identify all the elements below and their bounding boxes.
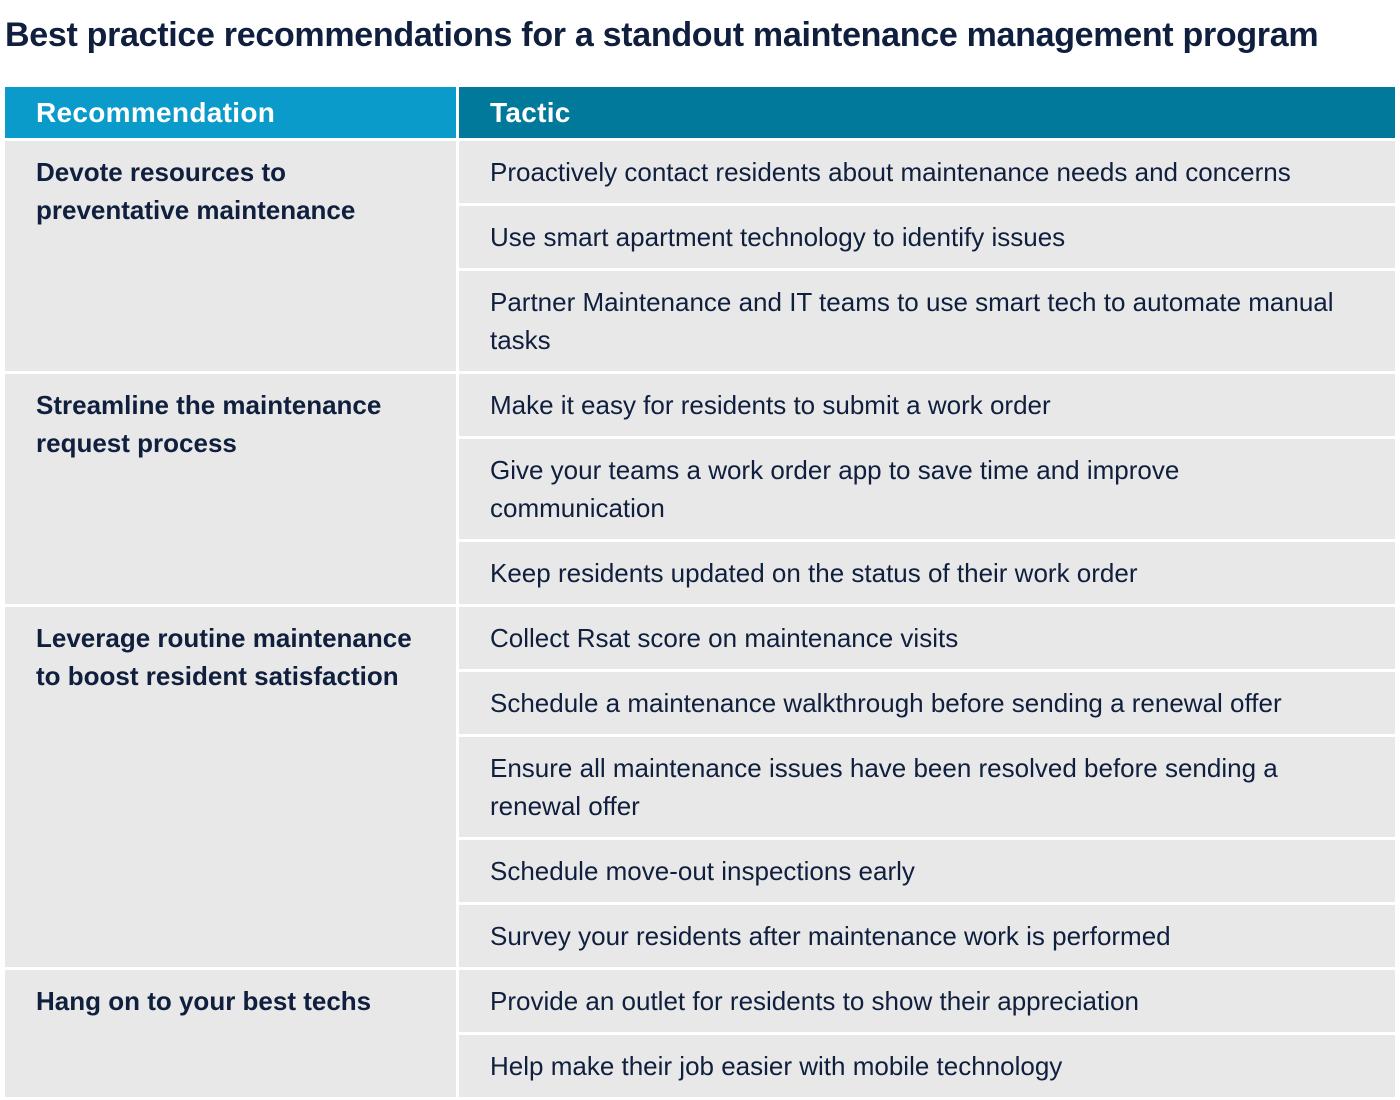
recommendation-cell: Leverage routine maintenance to boost resident satisfaction <box>5 607 456 967</box>
tactic-cell: Help make their job easier with mobile technology <box>459 1035 1395 1097</box>
table-row-group <box>5 607 1395 967</box>
tactic-cell: Survey your residents after maintenance work is performed <box>459 905 1395 967</box>
tactic-cell: Schedule move-out inspections early <box>459 840 1395 902</box>
tactic-cell: Use smart apartment technology to identify issues <box>459 206 1395 268</box>
tactic-cell: Provide an outlet for residents to show their appreciation <box>459 970 1395 1032</box>
tactic-cell: Make it easy for residents to submit a work order <box>459 374 1395 436</box>
table-header-row <box>5 87 1395 138</box>
column-header-tactic: Tactic <box>459 87 1395 138</box>
column-header-recommendation: Recommendation <box>5 87 456 138</box>
tactic-cell: Keep residents updated on the status of their work order <box>459 542 1395 604</box>
table-row-group <box>5 141 1395 371</box>
tactic-cell: Collect Rsat score on maintenance visits <box>459 607 1395 669</box>
tactic-cell: Proactively contact residents about maintenance needs and concerns <box>459 141 1395 203</box>
recommendation-cell: Streamline the maintenance request process <box>5 374 456 604</box>
tactics-list <box>459 970 1395 1097</box>
tactic-cell: Partner Maintenance and IT teams to use smart tech to automate manual tasks <box>459 271 1395 371</box>
tactic-cell: Give your teams a work order app to save time and improve communication <box>459 439 1395 539</box>
tactic-cell: Schedule a maintenance walkthrough before sending a renewal offer <box>459 672 1395 734</box>
tactic-cell: Ensure all maintenance issues have been resolved before sending a renewal offer <box>459 737 1395 837</box>
recommendations-table <box>5 87 1395 1100</box>
tactics-list <box>459 141 1395 371</box>
table-row-group <box>5 374 1395 604</box>
page-title: Best practice recommendations for a standout maintenance management program <box>5 16 1319 54</box>
recommendation-cell: Devote resources to preventative maintenance <box>5 141 456 371</box>
tactics-list <box>459 607 1395 967</box>
recommendation-cell: Hang on to your best techs <box>5 970 456 1097</box>
tactics-list <box>459 374 1395 604</box>
table-row-group <box>5 970 1395 1097</box>
